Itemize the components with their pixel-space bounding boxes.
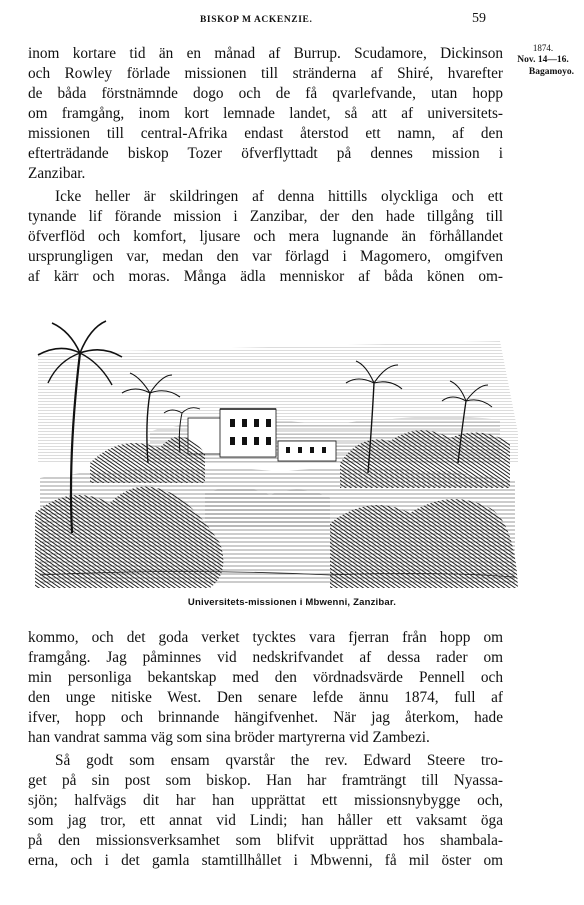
text-top-line: efterträdande biskop Tozer öfverflyttadt på dennes mission i [28, 145, 503, 162]
text-top-line: af kärr och moras. Många ädla menniskor af båda könen om- [28, 268, 503, 285]
text-bottom-line: min personliga bekantskap med den vördnadsvärde Pennell och [28, 669, 503, 686]
text-bottom-line: framgång. Jag påminnes vid nedskrifvandet af dessa rader om [28, 649, 503, 666]
text-bottom-line: på den missionsverksamhet som blifvit upprättad hos shambala- [28, 832, 503, 849]
text-top-line: ursprungligen var, medan den var förlagd i Magomero, omgifven [28, 248, 503, 265]
text-bottom-line: sjön; halfvägs dit har han upprättat ett missionsnybygge och, [28, 792, 503, 809]
text-bottom-line: kommo, och det goda verket tycktes vara fjerran från hopp om [28, 629, 503, 646]
running-head: BISKOP M ACKENZIE. [200, 15, 313, 25]
figure-caption: Universitets-missionen i Mbwenni, Zanzibar. [187, 597, 397, 608]
page-number: 59 [472, 11, 486, 26]
text-top-line: tynande lif förande mission i Zanzibar, der den hade tillgång till [28, 208, 503, 225]
text-top-line: och Rowley förlade missionen till stränderna af Shiré, hvarefter [28, 65, 503, 82]
margin-note-date: Nov. 14—16. [517, 55, 569, 65]
margin-note-year: 1874. [532, 43, 554, 53]
text-bottom-line: erna, och i det gamla stamtillhållet i Mbwenni, få mil öster om [28, 852, 503, 869]
text-top-line: inom kortare tid än en månad af Burrup. Scudamore, Dickinson [28, 45, 503, 62]
text-bottom-line: som jag tror, ett annat vid Lindi; han håller ett vaksamt öga [28, 812, 503, 829]
engraving-illustration [30, 313, 522, 599]
text-bottom-line: Så godt som ensam qvarstår the rev. Edward Steere tro- [55, 752, 503, 769]
text-top-line: Zanzibar. [28, 165, 86, 182]
text-bottom-line: han vandrat samma väg som sina bröder martyrerna vid Zambezi. [28, 729, 430, 746]
text-bottom-line: ifver, hopp och brinnande hängifvenhet. När jag återkom, hade [28, 709, 503, 726]
text-top-line: om framgång, inom kort lemnade landet, så att af universitets- [28, 105, 503, 122]
text-top-line: missionen till central-Afrika endast återstod ett namn, af den [28, 125, 503, 142]
engraving-image [30, 313, 522, 599]
text-top-line: öfverflöd och komfort, ljusare och mera lugnande än förhållandet [28, 228, 503, 245]
text-bottom-line: den unge nitiske West. Den senare lefde ännu 1874, full af [28, 689, 503, 706]
margin-note [508, 42, 578, 78]
margin-note-place: Bagamoyo. [528, 67, 574, 77]
text-top-line: Icke heller är skildringen af denna hittills olyckliga och ett [55, 188, 503, 205]
text-top-line: de båda förstnämnde dogo och de få qvarlefvande, utan hopp [28, 85, 503, 102]
text-bottom-line: get på sin post som biskop. Han har framträngt till Nyassa- [28, 772, 503, 789]
